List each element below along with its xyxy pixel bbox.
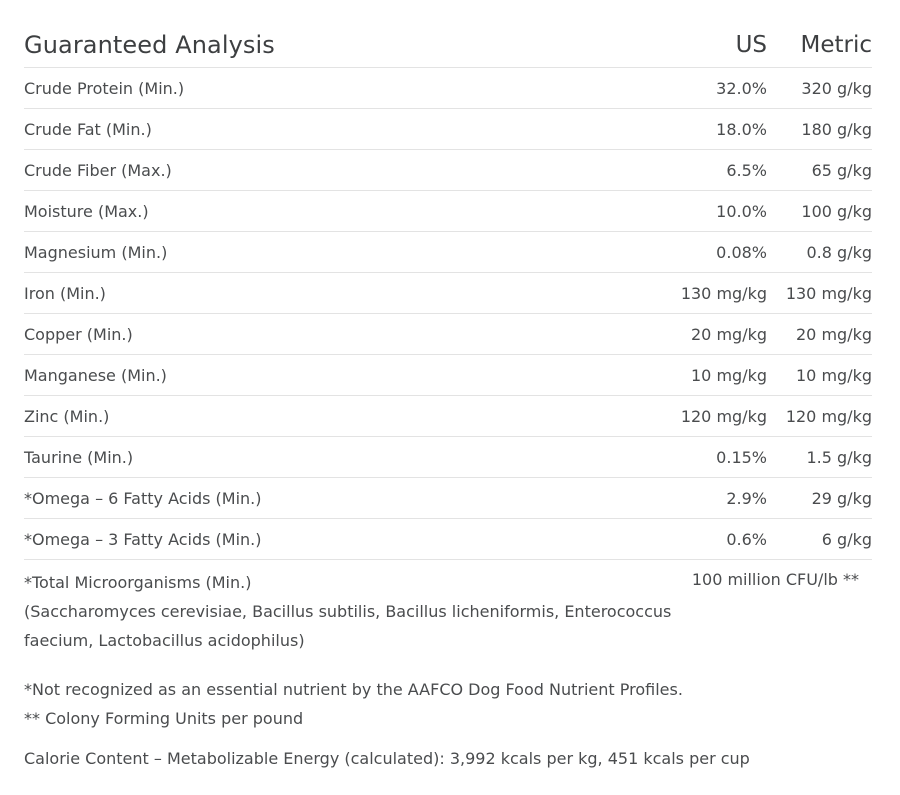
microorganisms-value: 100 million CFU/lb ** — [691, 570, 859, 589]
table-row — [24, 519, 872, 560]
nutrient-us-value: 120 mg/kg — [680, 406, 767, 426]
microorganisms-row — [24, 560, 872, 655]
nutrient-us-value: 10.0% — [716, 201, 767, 221]
nutrient-metric-value: 10 mg/kg — [796, 365, 872, 385]
footnote-aafco: *Not recognized as an essential nutrient by the AAFCO Dog Food Nutrient Profiles. — [24, 680, 683, 699]
nutrient-name: Crude Fat (Min.) — [24, 119, 152, 139]
column-header-metric: Metric — [800, 31, 872, 58]
nutrient-name: Crude Fiber (Max.) — [24, 160, 172, 180]
nutrient-us-value: 20 mg/kg — [691, 324, 767, 344]
table-row — [24, 437, 872, 478]
calorie-content: Calorie Content – Metabolizable Energy (calculated): 3,992 kcals per kg, 451 kcals per cup — [24, 749, 750, 768]
nutrient-us-value: 18.0% — [716, 119, 767, 139]
nutrient-us-value: 32.0% — [716, 78, 767, 98]
guaranteed-analysis-section — [24, 22, 872, 768]
nutrient-metric-value: 65 g/kg — [811, 160, 872, 180]
nutrient-metric-value: 130 mg/kg — [785, 283, 872, 303]
nutrient-name: Taurine (Min.) — [24, 447, 134, 467]
table-row — [24, 191, 872, 232]
nutrient-us-value: 0.08% — [716, 242, 767, 262]
nutrient-metric-value: 20 mg/kg — [796, 324, 872, 344]
nutrient-us-value: 6.5% — [726, 160, 767, 180]
table-row — [24, 68, 872, 109]
table-row — [24, 109, 872, 150]
footnotes — [24, 675, 872, 733]
nutrient-metric-value: 1.5 g/kg — [806, 447, 872, 467]
footnote-cfu: ** Colony Forming Units per pound — [24, 709, 304, 728]
nutrient-name: Iron (Min.) — [24, 283, 106, 303]
table-row — [24, 232, 872, 273]
nutrient-us-value: 0.6% — [726, 529, 767, 549]
nutrient-name: Crude Protein (Min.) — [24, 78, 185, 98]
nutrient-metric-value: 6 g/kg — [821, 529, 872, 549]
table-body — [24, 68, 872, 560]
microorganisms-description — [24, 568, 674, 655]
table-row — [24, 150, 872, 191]
nutrient-us-value: 130 mg/kg — [680, 283, 767, 303]
nutrient-name: Zinc (Min.) — [24, 406, 110, 426]
nutrient-us-value: 10 mg/kg — [691, 365, 767, 385]
microorganisms-detail: (Saccharomyces cerevisiae, Bacillus subtilis, Bacillus licheniformis, Enterococcus faecium, Lactobacillus acidophilus) — [24, 602, 672, 650]
table-row — [24, 396, 872, 437]
nutrient-name: Copper (Min.) — [24, 324, 133, 344]
nutrient-metric-value: 120 mg/kg — [785, 406, 872, 426]
nutrient-name: Magnesium (Min.) — [24, 242, 168, 262]
table-row — [24, 478, 872, 519]
table-row — [24, 355, 872, 396]
table-title: Guaranteed Analysis — [24, 30, 275, 59]
table-row — [24, 273, 872, 314]
nutrient-name: *Omega – 6 Fatty Acids (Min.) — [24, 488, 262, 508]
nutrient-us-value: 2.9% — [726, 488, 767, 508]
nutrient-us-value: 0.15% — [716, 447, 767, 467]
nutrient-metric-value: 0.8 g/kg — [806, 242, 872, 262]
table-header — [24, 22, 872, 68]
nutrient-name: Moisture (Max.) — [24, 201, 149, 221]
nutrient-name: *Omega – 3 Fatty Acids (Min.) — [24, 529, 262, 549]
column-header-us: US — [735, 31, 767, 58]
table-row — [24, 314, 872, 355]
nutrient-metric-value: 320 g/kg — [801, 78, 872, 98]
nutrient-metric-value: 29 g/kg — [811, 488, 872, 508]
microorganisms-name: *Total Microorganisms (Min.) — [24, 573, 252, 592]
nutrient-metric-value: 100 g/kg — [801, 201, 872, 221]
nutrient-metric-value: 180 g/kg — [801, 119, 872, 139]
nutrient-name: Manganese (Min.) — [24, 365, 167, 385]
